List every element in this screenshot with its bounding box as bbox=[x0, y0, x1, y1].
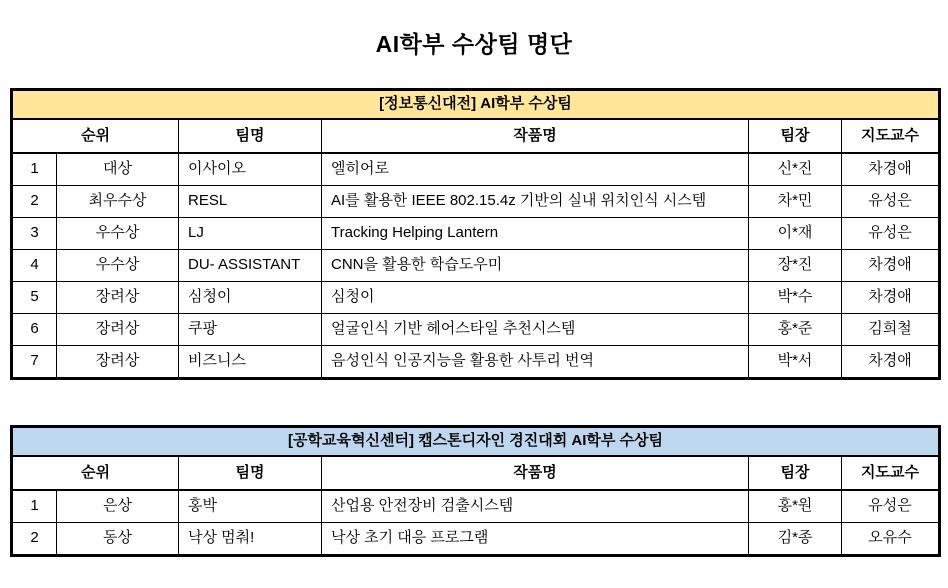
cell-leader: 장*진 bbox=[749, 250, 842, 282]
col-header-rank: 순위 bbox=[12, 456, 179, 490]
cell-rank: 장려상 bbox=[57, 282, 179, 314]
cell-advisor: 유성은 bbox=[842, 186, 940, 218]
cell-team: 낙상 멈춰! bbox=[179, 523, 322, 556]
table-jeongbotongsin-daejeon bbox=[10, 88, 941, 380]
cell-team: LJ bbox=[179, 218, 322, 250]
cell-no: 2 bbox=[12, 186, 57, 218]
cell-leader: 차*민 bbox=[749, 186, 842, 218]
cell-rank: 장려상 bbox=[57, 314, 179, 346]
table-capstone-design bbox=[10, 425, 941, 557]
cell-advisor: 오유수 bbox=[842, 523, 940, 556]
table-title: [공학교육혁신센터] 캡스톤디자인 경진대회 AI학부 수상팀 bbox=[12, 427, 940, 457]
cell-leader: 이*재 bbox=[749, 218, 842, 250]
cell-rank: 우수상 bbox=[57, 250, 179, 282]
cell-advisor: 차경애 bbox=[842, 282, 940, 314]
cell-advisor: 김희철 bbox=[842, 314, 940, 346]
cell-work: 얼굴인식 기반 헤어스타일 추천시스템 bbox=[322, 314, 749, 346]
cell-team: 비즈니스 bbox=[179, 346, 322, 379]
cell-advisor: 유성은 bbox=[842, 218, 940, 250]
table-title: [정보통신대전] AI학부 수상팀 bbox=[12, 90, 940, 120]
cell-work: 산업용 안전장비 검출시스템 bbox=[322, 490, 749, 523]
cell-advisor: 차경애 bbox=[842, 153, 940, 186]
cell-work: Tracking Helping Lantern bbox=[322, 218, 749, 250]
cell-work: CNN을 활용한 학습도우미 bbox=[322, 250, 749, 282]
cell-rank: 장려상 bbox=[57, 346, 179, 379]
cell-work: AI를 활용한 IEEE 802.15.4z 기반의 실내 위치인식 시스템 bbox=[322, 186, 749, 218]
cell-no: 1 bbox=[12, 490, 57, 523]
col-header-advisor: 지도교수 bbox=[842, 119, 940, 153]
cell-no: 6 bbox=[12, 314, 57, 346]
cell-leader: 박*수 bbox=[749, 282, 842, 314]
table-row bbox=[12, 490, 940, 523]
cell-leader: 신*진 bbox=[749, 153, 842, 186]
table-row bbox=[12, 218, 940, 250]
cell-team: 홍박 bbox=[179, 490, 322, 523]
cell-team: 이사이오 bbox=[179, 153, 322, 186]
cell-advisor: 차경애 bbox=[842, 346, 940, 379]
page-title: AI학부 수상팀 명단 bbox=[375, 31, 573, 57]
table-band-row bbox=[12, 427, 940, 457]
cell-rank: 최우수상 bbox=[57, 186, 179, 218]
cell-team: 심청이 bbox=[179, 282, 322, 314]
cell-leader: 김*종 bbox=[749, 523, 842, 556]
cell-rank: 우수상 bbox=[57, 218, 179, 250]
table-row bbox=[12, 282, 940, 314]
column-header-row bbox=[12, 456, 940, 490]
cell-team: RESL bbox=[179, 186, 322, 218]
cell-leader: 홍*원 bbox=[749, 490, 842, 523]
cell-work: 음성인식 인공지능을 활용한 사투리 번역 bbox=[322, 346, 749, 379]
cell-rank: 동상 bbox=[57, 523, 179, 556]
cell-no: 2 bbox=[12, 523, 57, 556]
col-header-leader: 팀장 bbox=[749, 456, 842, 490]
column-header-row bbox=[12, 119, 940, 153]
table-row bbox=[12, 186, 940, 218]
cell-team: 쿠팡 bbox=[179, 314, 322, 346]
cell-no: 7 bbox=[12, 346, 57, 379]
table-row bbox=[12, 250, 940, 282]
cell-team: DU- ASSISTANT bbox=[179, 250, 322, 282]
cell-rank: 은상 bbox=[57, 490, 179, 523]
cell-leader: 홍*준 bbox=[749, 314, 842, 346]
table-row bbox=[12, 523, 940, 556]
col-header-team: 팀명 bbox=[179, 456, 322, 490]
cell-rank: 대상 bbox=[57, 153, 179, 186]
col-header-work: 작품명 bbox=[322, 456, 749, 490]
col-header-work: 작품명 bbox=[322, 119, 749, 153]
table-row bbox=[12, 314, 940, 346]
table-band-row bbox=[12, 90, 940, 120]
cell-no: 4 bbox=[12, 250, 57, 282]
col-header-rank: 순위 bbox=[12, 119, 179, 153]
table-row bbox=[12, 346, 940, 379]
cell-leader: 박*서 bbox=[749, 346, 842, 379]
cell-advisor: 차경애 bbox=[842, 250, 940, 282]
col-header-team: 팀명 bbox=[179, 119, 322, 153]
cell-no: 3 bbox=[12, 218, 57, 250]
col-header-advisor: 지도교수 bbox=[842, 456, 940, 490]
cell-no: 1 bbox=[12, 153, 57, 186]
cell-work: 심청이 bbox=[322, 282, 749, 314]
col-header-leader: 팀장 bbox=[749, 119, 842, 153]
cell-no: 5 bbox=[12, 282, 57, 314]
cell-work: 낙상 초기 대응 프로그램 bbox=[322, 523, 749, 556]
cell-advisor: 유성은 bbox=[842, 490, 940, 523]
cell-work: 엘히어로 bbox=[322, 153, 749, 186]
table-row bbox=[12, 153, 940, 186]
